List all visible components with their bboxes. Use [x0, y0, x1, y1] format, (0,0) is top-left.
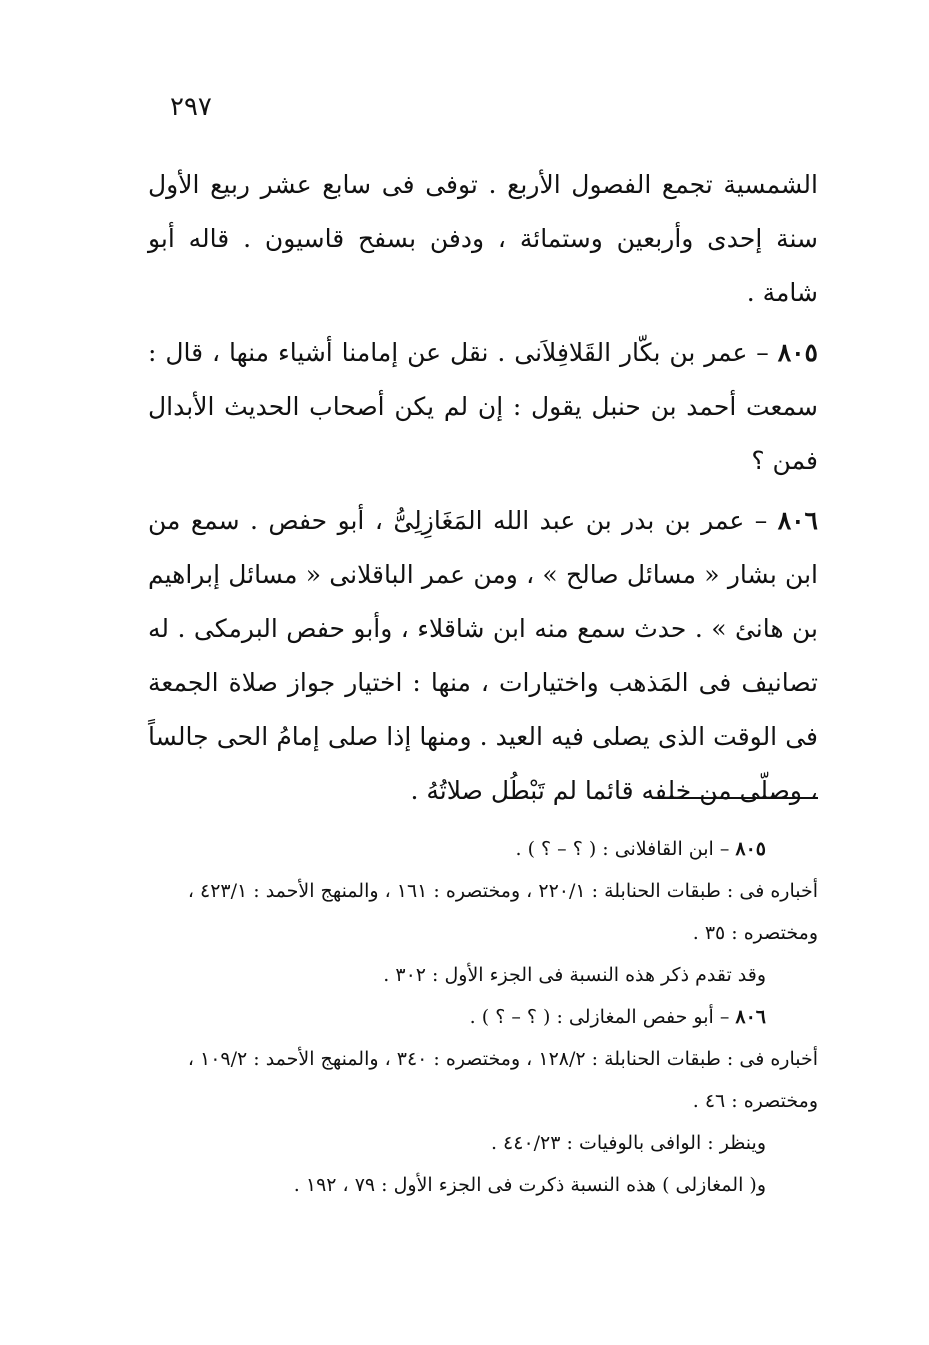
- footnote-805-title-text: – ابن القافلانى : ( ؟ – ؟ ) .: [515, 838, 736, 860]
- entry-806-number: ٨٠٦: [777, 506, 818, 535]
- footnote-806-number: ٨٠٦: [735, 1006, 766, 1028]
- entry-805-paragraph: [148, 326, 818, 488]
- footnote-805-note: وقد تقدم ذكر هذه النسبة فى الجزء الأول : ٣٠٢ .: [383, 964, 766, 986]
- entry-805-text: – عمر بن بكّار القَلافِلاَنى . نقل عن إمامنا أشياء منها ، قال : سمعت أحمد بن حنبل يقول : إن لم يكن أصحاب الحديث الأبدال فمن ؟: [148, 338, 818, 475]
- footnote-805-sources: أخباره فى : طبقات الحنابلة : ٢٢٠/١ ، ومختصره : ١٦١ ، والمنهج الأحمد : ٤٢٣/١ ، ومختصره : ٣٥ .: [187, 880, 818, 944]
- footnote-806-see-also: وينظر : الوافى بالوفيات : ٤٤٠/٢٣ .: [490, 1132, 766, 1154]
- footnote-805-number: ٨٠٥: [735, 838, 766, 860]
- footnote-806-title-text: – أبو حفص المغازلى : ( ؟ – ؟ ) .: [469, 1006, 736, 1028]
- footnote-806-title: [150, 996, 818, 1038]
- footnotes: [150, 828, 818, 1206]
- page-number: ٢٩٧: [170, 92, 212, 122]
- entry-806-text: – عمر بن بدر بن عبد الله المَغَازِلِىُّ ، أبو حفص . سمع من ابن بشار « مسائل صالح » ، ومن عمر الباقلانى « مسائل إبراهيم بن هانئ » . حدث سمع منه ابن شاقلاء ، وأبو حفص البرمكى . له تصانيف فى المَذهب واختيارات ، منها : اختيار جواز صلاة الجمعة فى الوقت الذى يصلى فيه العيد . ومنها إذا صلى إمامُ الحى جالساً ، وصلّى من خلفه قائما لم تَبْطُل صلاتُهُ .: [148, 506, 818, 805]
- footnote-806-sources: أخباره فى : طبقات الحنابلة : ١٢٨/٢ ، ومختصره : ٣٤٠ ، والمنهج الأحمد : ١٠٩/٢ ، ومختصره : ٤٦ .: [187, 1048, 818, 1112]
- footnote-805-title: [150, 828, 818, 870]
- footnote-divider: [652, 797, 818, 799]
- entry-806-paragraph: [148, 494, 818, 818]
- main-text: [148, 158, 818, 818]
- footnote-806-note: و( المغازلى ) هذه النسبة ذكرت فى الجزء الأول : ٧٩ ، ١٩٢ .: [293, 1174, 766, 1196]
- entry-805-number: ٨٠٥: [777, 338, 818, 367]
- intro-paragraph: الشمسية تجمع الفصول الأربع . توفى فى سابع عشر ربيع الأول سنة إحدى وأربعين وستمائة ، ودفن بسفح قاسيون . قاله أبو شامة .: [148, 170, 818, 307]
